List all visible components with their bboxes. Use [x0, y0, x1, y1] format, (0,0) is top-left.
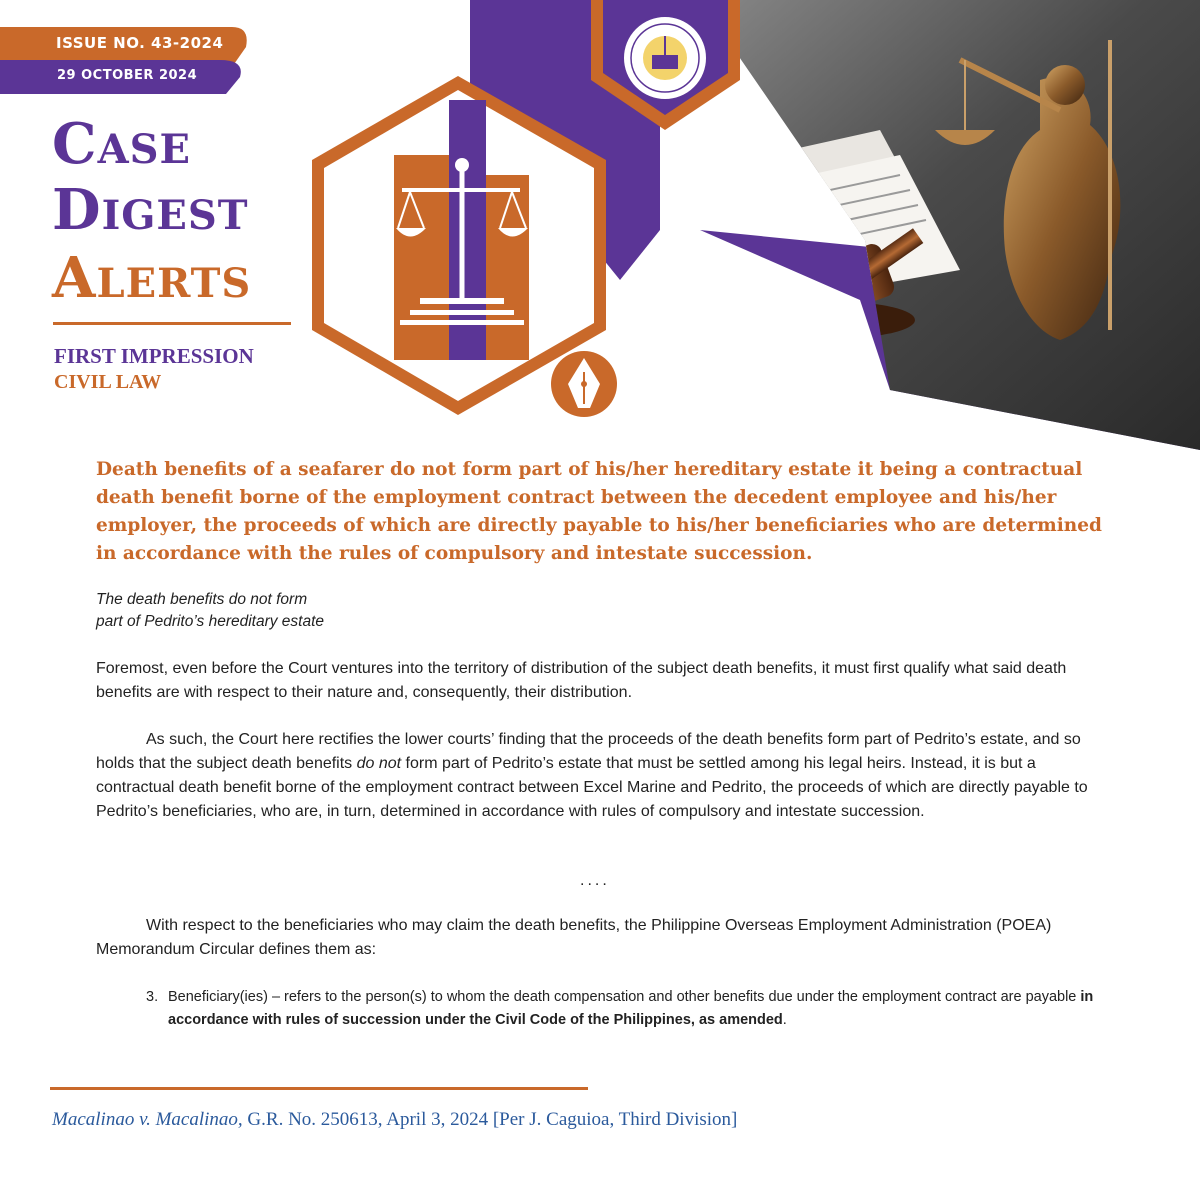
issue-date: 29 OCTOBER 2024: [57, 68, 198, 83]
issue-number: ISSUE NO. 43-2024: [56, 34, 224, 52]
paragraph-1: Foremost, even before the Court ventures into the territory of distribution of the subject death benefits, it must first qualify what said death benefits are with respect to their nature and, consequently, their distribution.: [96, 660, 1067, 701]
lady-justice-photo: [680, 0, 1200, 450]
footer-divider: [50, 1087, 588, 1090]
case-name: Macalinao v. Macalinao,: [52, 1109, 243, 1130]
fountain-pen-nib-icon: [551, 351, 617, 417]
title-word-alerts: ALERTS: [52, 245, 252, 311]
succession-clause: in accordance with rules of succession under the Civil Code of the Philippines, as amended: [168, 989, 1094, 1028]
paragraph-2: As such, the Court here rectifies the lower courts’ finding that the proceeds of the death benefits form part of Pedrito’s estate, and so holds that the subject death benefits do not form part of Pedrito’s estate that must be settled among his legal heirs. Instead, it is but a contractual death benefit borne of the employment contract between Excel Marine and Pedrito, the proceeds of which are directly payable to Pedrito’s beneficiaries, who are, in turn, determined in accordance with rules of compulsory and intestate succession.: [96, 731, 1088, 820]
subtitle-civil-law: CIVIL LAW: [54, 371, 162, 393]
emphasis-do-not: do not: [356, 755, 402, 772]
judicial-academy-seal-icon: [623, 16, 707, 100]
lead-statement: Death benefits of a seafarer do not form part of his/her hereditary estate it being a contractual death benefit borne of the employment contract between the decedent employee and his/her employer, the proceeds of which are directly payable to his/her beneficiaries who are determined in accordance with the rules of compulsory and intestate succession.: [96, 459, 1102, 564]
paragraph-3: With respect to the beneficiaries who may claim the death benefits, the Philippine Overseas Employment Administration (POEA) Memorandum Circular defines them as:: [96, 917, 1052, 958]
subtitle-first-impression: FIRST IMPRESSION: [54, 344, 254, 368]
section-heading: The death benefits do not form part of Pedrito’s hereditary estate: [96, 591, 325, 630]
ellipsis-separator: ....: [580, 872, 610, 889]
title-word-case: CASE: [52, 111, 191, 177]
beneficiary-definition-item: 3. Beneficiary(ies) – refers to the person(s) to whom the death compensation and other benefits due under the employment contract are payable in accordance with rules of succession under the Civil Code of the Philippines, as amended.: [146, 989, 1094, 1028]
title-word-digest: DIGEST: [52, 177, 249, 243]
title-divider: [53, 322, 291, 325]
case-citation: Macalinao v. Macalinao, G.R. No. 250613, April 3, 2024 [Per J. Caguioa, Third Division]: [52, 1109, 738, 1130]
